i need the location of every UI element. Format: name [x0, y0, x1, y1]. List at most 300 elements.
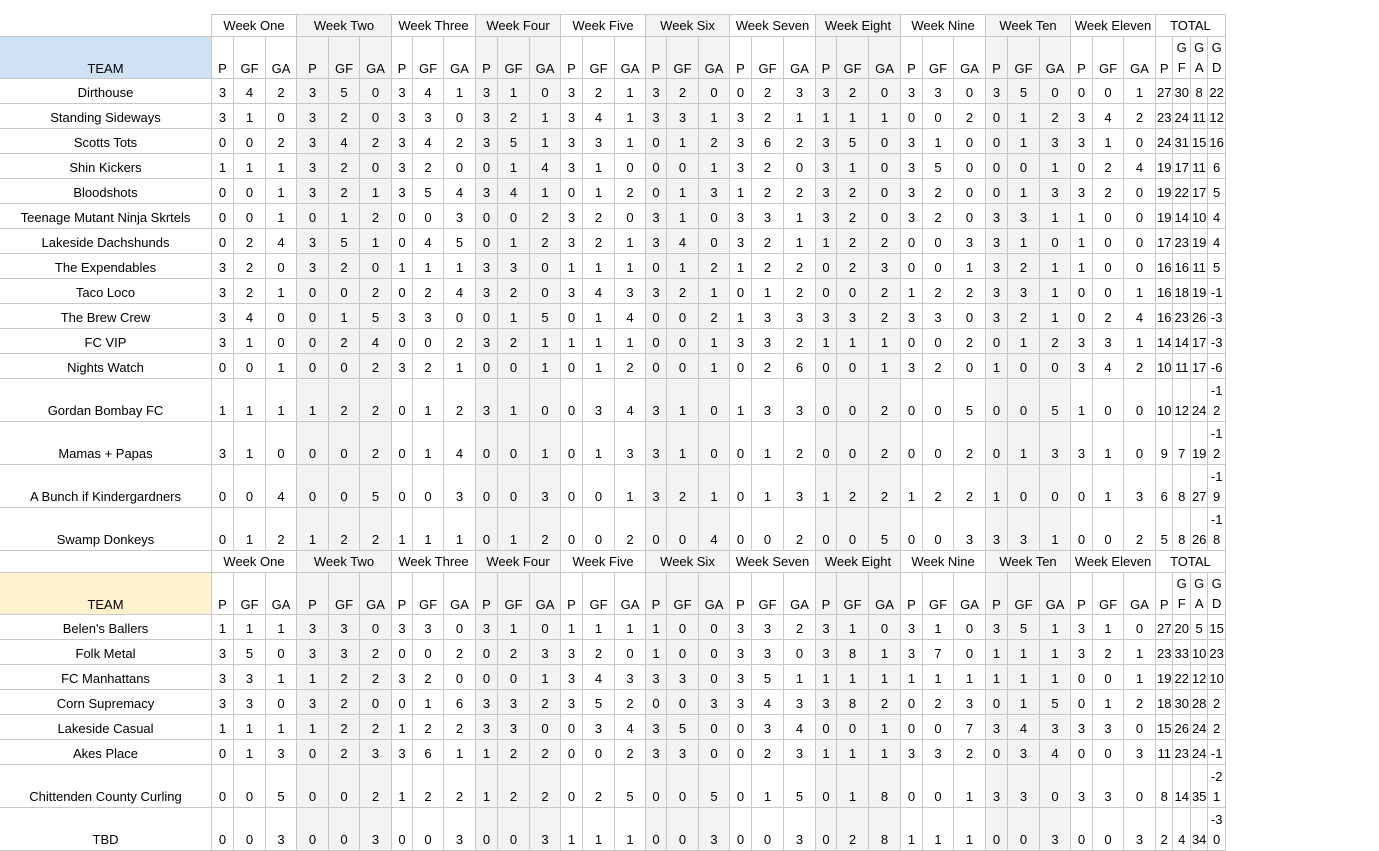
stat-cell: 3 — [212, 104, 234, 129]
stat-cell: 1 — [1040, 204, 1071, 229]
stat-header: GF — [583, 573, 615, 615]
stat-cell: 1 — [1124, 329, 1156, 354]
stat-cell: 3 — [530, 808, 561, 851]
stat-header: GF — [329, 37, 360, 79]
stat-cell: 2 — [954, 104, 986, 129]
week-header: Week Three — [392, 551, 476, 573]
total-cell: 16 — [1156, 279, 1173, 304]
stat-cell: 2 — [837, 204, 869, 229]
column-header-row — [0, 37, 1225, 79]
stat-cell: 1 — [266, 154, 297, 179]
stat-cell: 3 — [1124, 740, 1156, 765]
stat-cell: 3 — [784, 740, 816, 765]
week-header: Week Nine — [901, 15, 986, 37]
stat-cell: 1 — [784, 665, 816, 690]
stat-cell: 3 — [730, 104, 752, 129]
stat-cell: 0 — [869, 129, 901, 154]
stat-cell: 1 — [1040, 279, 1071, 304]
stat-cell: 2 — [329, 329, 360, 354]
stat-cell: 4 — [444, 179, 476, 204]
stat-cell: 0 — [1040, 354, 1071, 379]
stat-cell: 4 — [667, 229, 699, 254]
stat-cell: 1 — [234, 508, 266, 551]
team-header: TEAM — [0, 573, 212, 615]
total-cell: -19 — [1208, 465, 1225, 508]
stat-cell: 1 — [837, 154, 869, 179]
stat-cell: 1 — [615, 104, 646, 129]
stat-cell: 2 — [329, 104, 360, 129]
total-cell: 24 — [1190, 379, 1207, 422]
stat-cell: 3 — [476, 379, 498, 422]
stat-cell: 1 — [1040, 154, 1071, 179]
total-cell: 16 — [1173, 254, 1190, 279]
total-stat-header: GD — [1208, 37, 1225, 79]
stat-cell: 3 — [646, 279, 667, 304]
stat-cell: 0 — [730, 465, 752, 508]
stat-cell: 2 — [954, 329, 986, 354]
stat-cell: 0 — [923, 104, 954, 129]
stat-cell: 2 — [1124, 508, 1156, 551]
stat-cell: 3 — [816, 179, 837, 204]
stat-cell: 5 — [784, 765, 816, 808]
stat-cell: 1 — [530, 179, 561, 204]
stat-cell: 3 — [498, 715, 530, 740]
total-stat-header: P — [1156, 573, 1173, 615]
stat-cell: 2 — [752, 154, 784, 179]
stat-cell: 0 — [1124, 615, 1156, 640]
stat-cell: 0 — [667, 765, 699, 808]
stat-cell: 1 — [923, 129, 954, 154]
stat-cell: 2 — [784, 254, 816, 279]
stat-cell: 3 — [784, 304, 816, 329]
stat-cell: 0 — [212, 179, 234, 204]
stat-cell: 3 — [986, 508, 1008, 551]
stat-cell: 2 — [752, 79, 784, 104]
stat-cell: 2 — [837, 229, 869, 254]
total-cell: 33 — [1173, 640, 1190, 665]
stat-cell: 3 — [476, 690, 498, 715]
stat-cell: 2 — [329, 508, 360, 551]
total-cell: -30 — [1208, 808, 1225, 851]
stat-cell: 1 — [615, 465, 646, 508]
stat-cell: 0 — [297, 279, 329, 304]
stat-cell: 0 — [646, 179, 667, 204]
stat-cell: 0 — [646, 254, 667, 279]
stat-cell: 1 — [583, 304, 615, 329]
stat-cell: 0 — [869, 204, 901, 229]
stat-cell: 0 — [530, 615, 561, 640]
stat-cell: 1 — [901, 808, 923, 851]
team-name: Nights Watch — [0, 354, 212, 379]
total-cell: 8 — [1173, 508, 1190, 551]
stat-cell: 3 — [360, 740, 392, 765]
stat-cell: 0 — [646, 329, 667, 354]
team-row — [0, 615, 1225, 640]
stat-cell: 2 — [954, 279, 986, 304]
stat-cell: 0 — [784, 154, 816, 179]
stat-cell: 1 — [646, 640, 667, 665]
stat-cell: 1 — [986, 465, 1008, 508]
total-cell: 10 — [1208, 665, 1225, 690]
stat-cell: 3 — [901, 304, 923, 329]
stat-cell: 4 — [498, 179, 530, 204]
stat-cell: 0 — [646, 304, 667, 329]
stat-cell: 2 — [837, 465, 869, 508]
total-cell: 11 — [1156, 740, 1173, 765]
week-header: Week Eleven — [1071, 551, 1156, 573]
stat-cell: 4 — [583, 665, 615, 690]
stat-header: P — [986, 37, 1008, 79]
stat-cell: 3 — [266, 808, 297, 851]
team-name: Taco Loco — [0, 279, 212, 304]
week-header: Week Eleven — [1071, 15, 1156, 37]
total-cell: 11 — [1173, 354, 1190, 379]
total-cell: 5 — [1156, 508, 1173, 551]
stat-cell: 7 — [923, 640, 954, 665]
stat-cell: 5 — [234, 640, 266, 665]
stat-cell: 3 — [667, 740, 699, 765]
total-cell: 23 — [1156, 104, 1173, 129]
stat-cell: 2 — [752, 104, 784, 129]
stat-header: P — [561, 573, 583, 615]
stat-cell: 5 — [954, 379, 986, 422]
total-cell: 19 — [1190, 422, 1207, 465]
stat-cell: 3 — [699, 690, 730, 715]
stat-cell: 2 — [413, 665, 444, 690]
stat-cell: 0 — [444, 104, 476, 129]
stat-header: GA — [1040, 573, 1071, 615]
week-header: Week Nine — [901, 551, 986, 573]
stat-cell: 3 — [297, 104, 329, 129]
week-header: Week One — [212, 551, 297, 573]
stat-cell: 0 — [730, 740, 752, 765]
stat-header: P — [1071, 37, 1093, 79]
stat-cell: 3 — [530, 465, 561, 508]
week-header: Week Ten — [986, 551, 1071, 573]
stat-cell: 1 — [837, 615, 869, 640]
stat-cell: 2 — [444, 640, 476, 665]
stat-cell: 2 — [752, 179, 784, 204]
stat-cell: 0 — [816, 808, 837, 851]
stat-cell: 0 — [329, 765, 360, 808]
stat-cell: 0 — [392, 465, 413, 508]
stat-header: GA — [1040, 37, 1071, 79]
stat-cell: 0 — [699, 640, 730, 665]
stat-cell: 5 — [837, 129, 869, 154]
stat-cell: 2 — [413, 279, 444, 304]
stat-cell: 0 — [266, 690, 297, 715]
total-cell: 31 — [1173, 129, 1190, 154]
stat-cell: 0 — [561, 304, 583, 329]
stat-cell: 0 — [234, 204, 266, 229]
stat-cell: 1 — [530, 129, 561, 154]
stat-cell: 3 — [234, 665, 266, 690]
stat-header: P — [646, 573, 667, 615]
stat-header: P — [901, 573, 923, 615]
stat-cell: 4 — [1008, 715, 1040, 740]
stat-cell: 2 — [413, 765, 444, 808]
stat-cell: 3 — [1071, 422, 1093, 465]
week-header: Week Three — [392, 15, 476, 37]
stat-cell: 3 — [476, 615, 498, 640]
stat-cell: 3 — [297, 154, 329, 179]
stat-cell: 2 — [1093, 304, 1124, 329]
stat-cell: 0 — [986, 179, 1008, 204]
stat-cell: 0 — [297, 204, 329, 229]
stat-cell: 0 — [1040, 765, 1071, 808]
stat-cell: 4 — [413, 79, 444, 104]
stat-cell: 0 — [297, 329, 329, 354]
stat-cell: 1 — [869, 715, 901, 740]
stat-cell: 0 — [297, 304, 329, 329]
stat-cell: 2 — [234, 229, 266, 254]
stat-cell: 3 — [784, 690, 816, 715]
stat-cell: 2 — [329, 254, 360, 279]
stat-cell: 3 — [646, 379, 667, 422]
stat-cell: 0 — [329, 808, 360, 851]
team-row — [0, 279, 1225, 304]
stat-header: GF — [923, 573, 954, 615]
stat-cell: 0 — [1093, 229, 1124, 254]
column-header-row — [0, 573, 1225, 615]
team-row — [0, 465, 1225, 508]
stat-header: GA — [266, 37, 297, 79]
stat-cell: 1 — [498, 615, 530, 640]
stat-cell: 3 — [730, 129, 752, 154]
stat-cell: 3 — [212, 279, 234, 304]
stat-cell: 1 — [1093, 690, 1124, 715]
total-cell: 24 — [1190, 740, 1207, 765]
stat-cell: 1 — [444, 354, 476, 379]
team-name: FC VIP — [0, 329, 212, 354]
total-cell: 4 — [1208, 204, 1225, 229]
stat-cell: 0 — [1093, 379, 1124, 422]
stat-cell: 4 — [360, 329, 392, 354]
stat-cell: 1 — [297, 665, 329, 690]
stat-cell: 3 — [561, 665, 583, 690]
stat-cell: 2 — [413, 715, 444, 740]
stat-cell: 4 — [266, 229, 297, 254]
stat-cell: 4 — [234, 79, 266, 104]
week-header: Week Ten — [986, 15, 1071, 37]
stat-cell: 2 — [1008, 304, 1040, 329]
stat-cell: 3 — [901, 179, 923, 204]
stat-cell: 0 — [646, 765, 667, 808]
stat-cell: 3 — [986, 304, 1008, 329]
stat-cell: 0 — [498, 204, 530, 229]
stat-cell: 0 — [392, 204, 413, 229]
stat-header: GF — [498, 573, 530, 615]
stat-cell: 3 — [1071, 104, 1093, 129]
total-cell: 8 — [1190, 79, 1207, 104]
team-name: Standing Sideways — [0, 104, 212, 129]
total-cell: 16 — [1208, 129, 1225, 154]
stat-cell: 0 — [1040, 229, 1071, 254]
stat-cell: 2 — [784, 129, 816, 154]
total-cell: 19 — [1156, 154, 1173, 179]
stat-header: GA — [530, 573, 561, 615]
stat-cell: 0 — [1008, 354, 1040, 379]
stat-cell: 0 — [1093, 79, 1124, 104]
stat-cell: 6 — [752, 129, 784, 154]
stat-cell: 0 — [986, 690, 1008, 715]
stat-cell: 2 — [360, 715, 392, 740]
stat-cell: 3 — [699, 808, 730, 851]
stat-cell: 1 — [667, 422, 699, 465]
stat-cell: 5 — [1008, 79, 1040, 104]
stat-cell: 0 — [1071, 465, 1093, 508]
stat-cell: 0 — [392, 329, 413, 354]
stat-cell: 2 — [530, 690, 561, 715]
stat-cell: 3 — [561, 104, 583, 129]
stat-cell: 3 — [1093, 329, 1124, 354]
stat-cell: 5 — [444, 229, 476, 254]
stat-header: GF — [498, 37, 530, 79]
team-name: Swamp Donkeys — [0, 508, 212, 551]
stat-cell: 0 — [476, 640, 498, 665]
stat-cell: 2 — [869, 229, 901, 254]
total-cell: 35 — [1190, 765, 1207, 808]
stat-cell: 3 — [1071, 615, 1093, 640]
total-cell: 24 — [1173, 104, 1190, 129]
total-cell: 28 — [1190, 690, 1207, 715]
stat-cell: 0 — [329, 465, 360, 508]
stat-cell: 0 — [954, 129, 986, 154]
stat-cell: 0 — [901, 229, 923, 254]
stat-cell: 1 — [498, 154, 530, 179]
total-cell: 2 — [1208, 690, 1225, 715]
stat-cell: 1 — [667, 254, 699, 279]
total-cell: 17 — [1190, 179, 1207, 204]
stat-cell: 0 — [869, 79, 901, 104]
stat-cell: 4 — [329, 129, 360, 154]
stat-cell: 3 — [561, 690, 583, 715]
stat-cell: 3 — [1040, 715, 1071, 740]
stat-cell: 0 — [730, 808, 752, 851]
stat-cell: 2 — [615, 740, 646, 765]
total-stat-header: GA — [1190, 573, 1207, 615]
stat-cell: 7 — [954, 715, 986, 740]
stat-cell: 6 — [413, 740, 444, 765]
stat-cell: 3 — [297, 615, 329, 640]
stat-cell: 0 — [476, 508, 498, 551]
total-stat-header: GD — [1208, 573, 1225, 615]
stat-cell: 3 — [752, 715, 784, 740]
team-name: Chittenden County Curling — [0, 765, 212, 808]
total-cell: 11 — [1190, 154, 1207, 179]
stat-cell: 3 — [297, 179, 329, 204]
stat-cell: 1 — [954, 254, 986, 279]
total-cell: 30 — [1173, 690, 1190, 715]
stat-cell: 0 — [1124, 254, 1156, 279]
stat-cell: 1 — [1093, 129, 1124, 154]
stat-cell: 0 — [699, 665, 730, 690]
stat-cell: 3 — [1093, 715, 1124, 740]
stat-cell: 3 — [730, 204, 752, 229]
stat-cell: 2 — [923, 279, 954, 304]
stat-cell: 0 — [1071, 154, 1093, 179]
total-cell: 7 — [1173, 422, 1190, 465]
stat-cell: 4 — [1124, 154, 1156, 179]
stat-cell: 3 — [444, 808, 476, 851]
stat-cell: 0 — [837, 379, 869, 422]
stat-cell: 2 — [1040, 329, 1071, 354]
stat-cell: 1 — [297, 715, 329, 740]
stat-cell: 1 — [1093, 422, 1124, 465]
stat-cell: 1 — [234, 615, 266, 640]
stat-cell: 1 — [615, 254, 646, 279]
stat-cell: 1 — [444, 254, 476, 279]
stat-cell: 3 — [1040, 179, 1071, 204]
stat-cell: 1 — [1040, 615, 1071, 640]
total-cell: 24 — [1156, 129, 1173, 154]
stat-header: GA — [954, 573, 986, 615]
stat-header: GA — [360, 573, 392, 615]
stat-cell: 0 — [530, 379, 561, 422]
stat-cell: 0 — [234, 129, 266, 154]
stat-cell: 3 — [901, 129, 923, 154]
stat-cell: 3 — [1124, 465, 1156, 508]
stat-cell: 1 — [1040, 304, 1071, 329]
stat-cell: 1 — [561, 329, 583, 354]
team-row — [0, 690, 1225, 715]
team-name: Corn Supremacy — [0, 690, 212, 715]
stat-cell: 1 — [986, 665, 1008, 690]
stat-cell: 3 — [297, 79, 329, 104]
stat-cell: 3 — [297, 640, 329, 665]
stat-cell: 1 — [212, 379, 234, 422]
stat-cell: 3 — [615, 422, 646, 465]
stat-cell: 1 — [1124, 665, 1156, 690]
stat-cell: 3 — [476, 329, 498, 354]
stat-cell: 1 — [413, 422, 444, 465]
stat-cell: 2 — [360, 279, 392, 304]
stat-cell: 0 — [901, 508, 923, 551]
total-cell: 18 — [1156, 690, 1173, 715]
total-cell: 34 — [1190, 808, 1207, 851]
stat-cell: 3 — [923, 79, 954, 104]
stat-cell: 3 — [752, 204, 784, 229]
stat-cell: 1 — [901, 665, 923, 690]
stat-cell: 3 — [784, 808, 816, 851]
stat-cell: 5 — [752, 665, 784, 690]
stat-cell: 2 — [1008, 254, 1040, 279]
stat-cell: 2 — [667, 279, 699, 304]
stat-cell: 3 — [530, 640, 561, 665]
stat-cell: 0 — [816, 715, 837, 740]
stat-cell: 1 — [392, 508, 413, 551]
stat-cell: 3 — [1124, 808, 1156, 851]
stat-cell: 1 — [583, 179, 615, 204]
stat-cell: 0 — [646, 508, 667, 551]
stat-cell: 0 — [954, 640, 986, 665]
stat-cell: 2 — [837, 254, 869, 279]
stat-cell: 2 — [329, 179, 360, 204]
stat-cell: 1 — [816, 329, 837, 354]
stat-cell: 3 — [752, 329, 784, 354]
stat-cell: 1 — [730, 254, 752, 279]
stat-cell: 0 — [266, 104, 297, 129]
stat-cell: 1 — [954, 665, 986, 690]
stat-cell: 0 — [498, 465, 530, 508]
total-cell: 8 — [1156, 765, 1173, 808]
total-cell: 27 — [1156, 615, 1173, 640]
stat-cell: 1 — [234, 329, 266, 354]
stat-cell: 2 — [583, 765, 615, 808]
stat-cell: 1 — [583, 354, 615, 379]
stat-cell: 3 — [1040, 808, 1071, 851]
stat-cell: 3 — [816, 615, 837, 640]
